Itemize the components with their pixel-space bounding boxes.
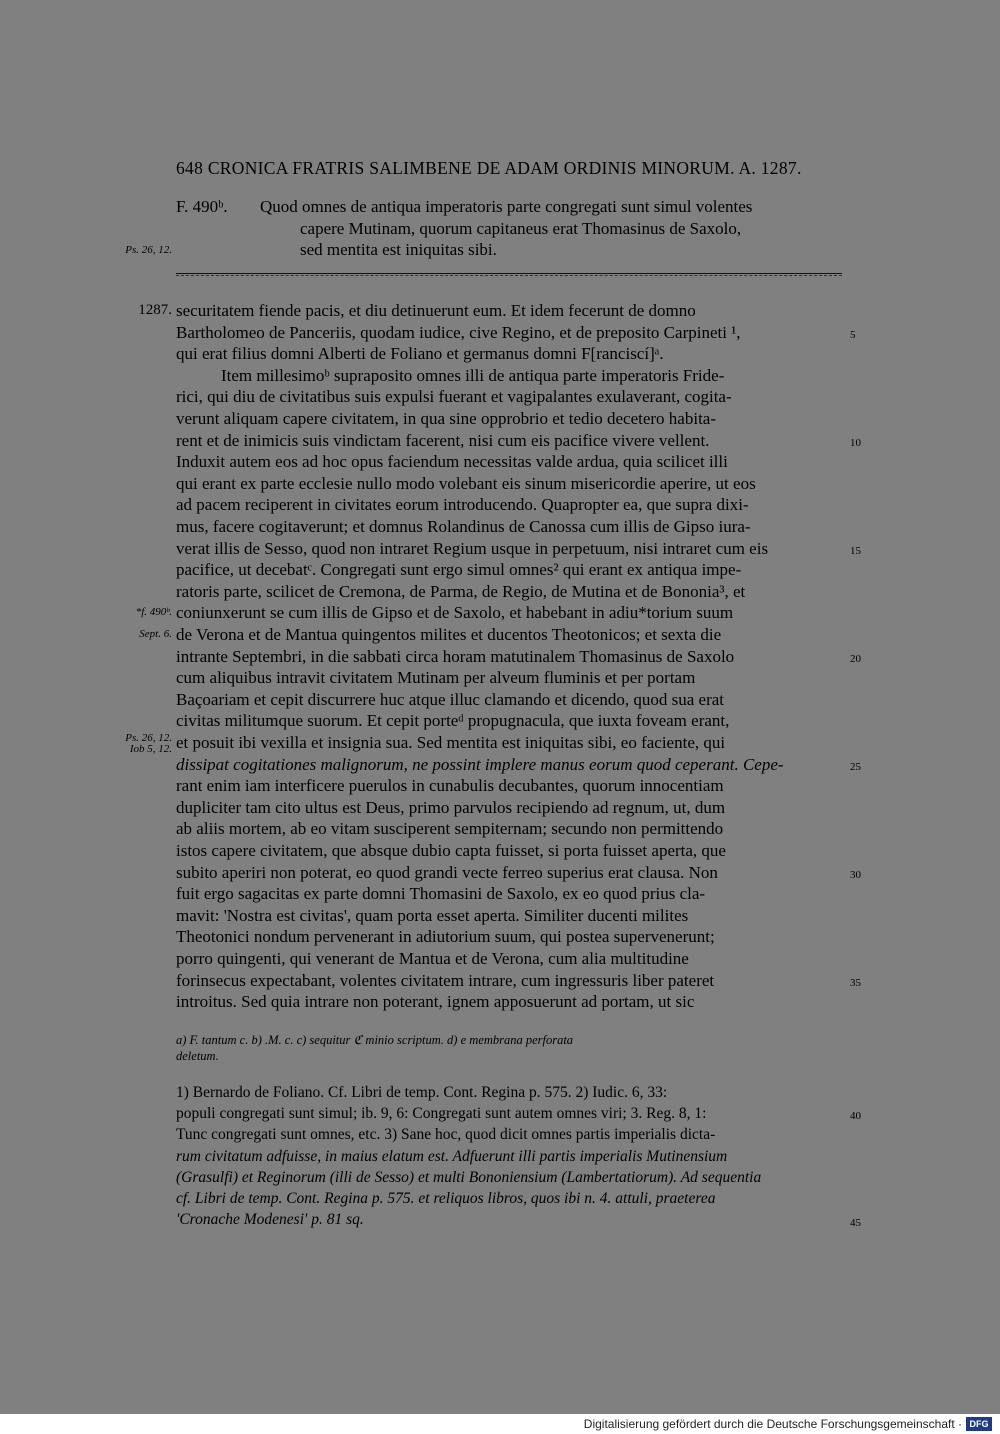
text-line: qui erant ex parte ecclesie nullo modo volebant eis sinum misericordie aperire, ut eos (176, 473, 756, 493)
reference-line: Tunc congregati sunt omnes, etc. 3) Sane hoc, quod dicit omnes partis imperialis dicta- (176, 1126, 716, 1144)
line-number: 45 (850, 1217, 861, 1229)
line-number: 25 (850, 761, 861, 773)
text-line: Baçoariam et cepit discurrere huc atque illuc clamando et dicendo, quod sua erat (176, 689, 725, 709)
divider-rule-dashed (176, 275, 842, 276)
text-line: ad pacem reciperent in civitates eorum introducendo. Quapropter ea, que supra dixi- (176, 495, 749, 515)
line-number: 40 (850, 1110, 861, 1122)
text-line: Item millesimoᵇ supraposito omnes illi de antiqua parte imperatoris Fride- (221, 365, 725, 385)
reference-line: 'Cronache Modenesi' p. 81 sq. (176, 1211, 364, 1229)
margin-year: 1287. (138, 302, 172, 318)
heading-line-2: capere Mutinam, quorum capitaneus erat Thomasinus de Saxolo, (300, 218, 742, 238)
reference-line: 1) Bernardo de Foliano. Cf. Libri de temp. Cont. Regina p. 575. 2) Iudic. 6, 33: (176, 1084, 668, 1101)
text-line: dupliciter tam cito ultus est Deus, primo parvulos recipiendo ad regnum, ut, dum (176, 797, 726, 817)
text-line: et posuit ibi vexilla et insignia sua. Sed mentita est iniquitas sibi, eo faciente, qui (176, 733, 726, 752)
text-line: de Verona et de Mantua quingentos milites et ducentos Theotonicos; et sexta die (176, 625, 722, 644)
text-line: forinsecus expectabant, volentes civitatem intrare, cum ingressuris liber pateret (176, 970, 715, 990)
text-line: rant enim iam interficere puerulos in cunabulis decubantes, quorum innocentiam (176, 776, 724, 796)
text-line: mavit: 'Nostra est civitas', quam porta esset aperta. Similiter ducenti milites (176, 905, 689, 925)
funding-bar (0, 1414, 1000, 1434)
folio-label: F. 490ᵇ. (176, 197, 228, 216)
reference-line: (Grasulfi) et Reginorum (illi de Sesso) et multi Bononiensium (Lambertatiorum). Ad sequentia (176, 1168, 762, 1186)
text-line: civitas militumque suorum. Et cepit porteᵈ propugnacula, que iuxta foveam erant, (176, 711, 730, 731)
text-line: Bartholomeo de Panceriis, quodam iudice, cive Regino, et de preposito Carpineti ¹, (176, 322, 741, 342)
text-line: subito aperiri non poterat, eo quod grandi vecte ferreo superius erat clausa. Non (176, 862, 718, 882)
margin-date: Sept. 6. (139, 628, 172, 640)
text-line: porro quingenti, qui venerant de Mantua et de Verona, cum alia multitudine (176, 949, 689, 968)
text-line: coniunxerunt se cum illis de Gipso et de Saxolo, et habebant in adiu*torium suum (176, 603, 734, 623)
line-number: 35 (850, 977, 861, 989)
reference-line: cf. Libri de temp. Cont. Regina p. 575. et reliquos libros, quos ibi n. 4. attuli, praeterea (176, 1190, 716, 1207)
line-number: 5 (850, 329, 856, 341)
text-line: qui erat filius domni Alberti de Foliano et germanus domni F[ranciscí]ᵃ. (176, 344, 664, 364)
dfg-logo: DFG (966, 1417, 992, 1431)
reference-line: rum civitatum adfuisse, in maius elatum est. Adfuerunt illi partis imperialis Mutinensium (176, 1147, 728, 1165)
text-line: Theotonici nondum pervenerant in adiutorium suum, qui postea supervenerunt; (176, 927, 715, 947)
footnote-line: deletum. (176, 1049, 219, 1063)
heading-line-1: Quod omnes de antiqua imperatoris parte congregati sunt simul volentes (260, 197, 753, 216)
margin-ref-heading: Ps. 26, 12. (125, 244, 172, 256)
text-line: ab aliis mortem, ab eo vitam susciperent sempiternam; secundo non permittendo (176, 819, 724, 839)
text-line: cum aliquibus intravit civitatem Mutinam per alveum fluminis et per portam (176, 668, 696, 688)
line-number: 20 (850, 653, 861, 665)
text-line: securitatem fiende pacis, et diu detinuerunt eum. Et idem fecerunt de domno (176, 301, 696, 320)
text-line: intrante Septembri, in die sabbati circa horam matutinalem Thomasinus de Saxolo (176, 646, 735, 666)
text-line: mus, facere cogitaverunt; et domnus Rolandinus de Canossa cum illis de Gipso iura- (176, 517, 751, 536)
footnote-line: a) F. tantum c. b) .M. c. c) sequitur ℭ minio scriptum. d) e membrana perforata (176, 1033, 574, 1047)
text-line: verunt aliquam capere civitatem, in qua sine opprobrio et tedio decetero habita- (176, 409, 717, 428)
text-line: ratoris parte, scilicet de Cremona, de Parma, de Regio, de Mutina et de Bononia³, et (176, 581, 746, 601)
text-line: pacifice, ut decebatᶜ. Congregati sunt ergo simul omnes² qui erant ex antiqua impe- (176, 560, 742, 580)
text-line: verat illis de Sesso, quod non intraret Regium usque in perpetuum, nisi intraret cum eis (176, 538, 769, 558)
reference-line: populi congregati sunt simul; ib. 9, 6: Congregati sunt autem omnes viri; 3. Reg. 8, 1: (176, 1105, 707, 1123)
heading-line-3: sed mentita est iniquitas sibi. (300, 240, 497, 259)
divider-rule (176, 273, 842, 274)
text-line: dissipat cogitationes malignorum, ne possint implere manus eorum quod ceperant. Cepe- (176, 754, 784, 774)
running-head: 648 CRONICA FRATRIS SALIMBENE DE ADAM ORDINIS MINORUM. A. 1287. (176, 158, 802, 178)
text-line: fuit ergo sagacitas ex parte domni Thomasini de Saxolo, ex eo quod prius cla- (176, 884, 706, 904)
margin-folio: *f. 490ᵇ. (135, 606, 172, 618)
text-line: Induxit autem eos ad hoc opus faciendum necessitas valde ardua, quia scilicet illi (176, 452, 728, 472)
text-line: istos capere civitatem, que absque dubio capta fuisset, si porta fuisset aperta, que (176, 841, 726, 860)
line-number: 10 (850, 437, 861, 449)
text-line: rent et de inimicis suis vindictam facerent, nisi cum eis pacifice vivere vellent. (176, 430, 710, 450)
margin-ref-psalm: Ps. 26, 12. (125, 732, 172, 744)
text-line: introitus. Sed quia intrare non poterant, ignem apposuerunt ad portam, ut sic (176, 992, 695, 1012)
line-number: 15 (850, 545, 861, 557)
line-number: 30 (850, 869, 861, 881)
margin-ref-iob: Iob 5, 12. (129, 743, 172, 755)
funding-text: Digitalisierung gefördert durch die Deutsche Forschungsgemeinschaft · (583, 1417, 962, 1431)
text-line: rici, qui diu de civitatibus suis expulsi fuerant et vagipalantes exulaverant, cogita- (176, 387, 732, 407)
